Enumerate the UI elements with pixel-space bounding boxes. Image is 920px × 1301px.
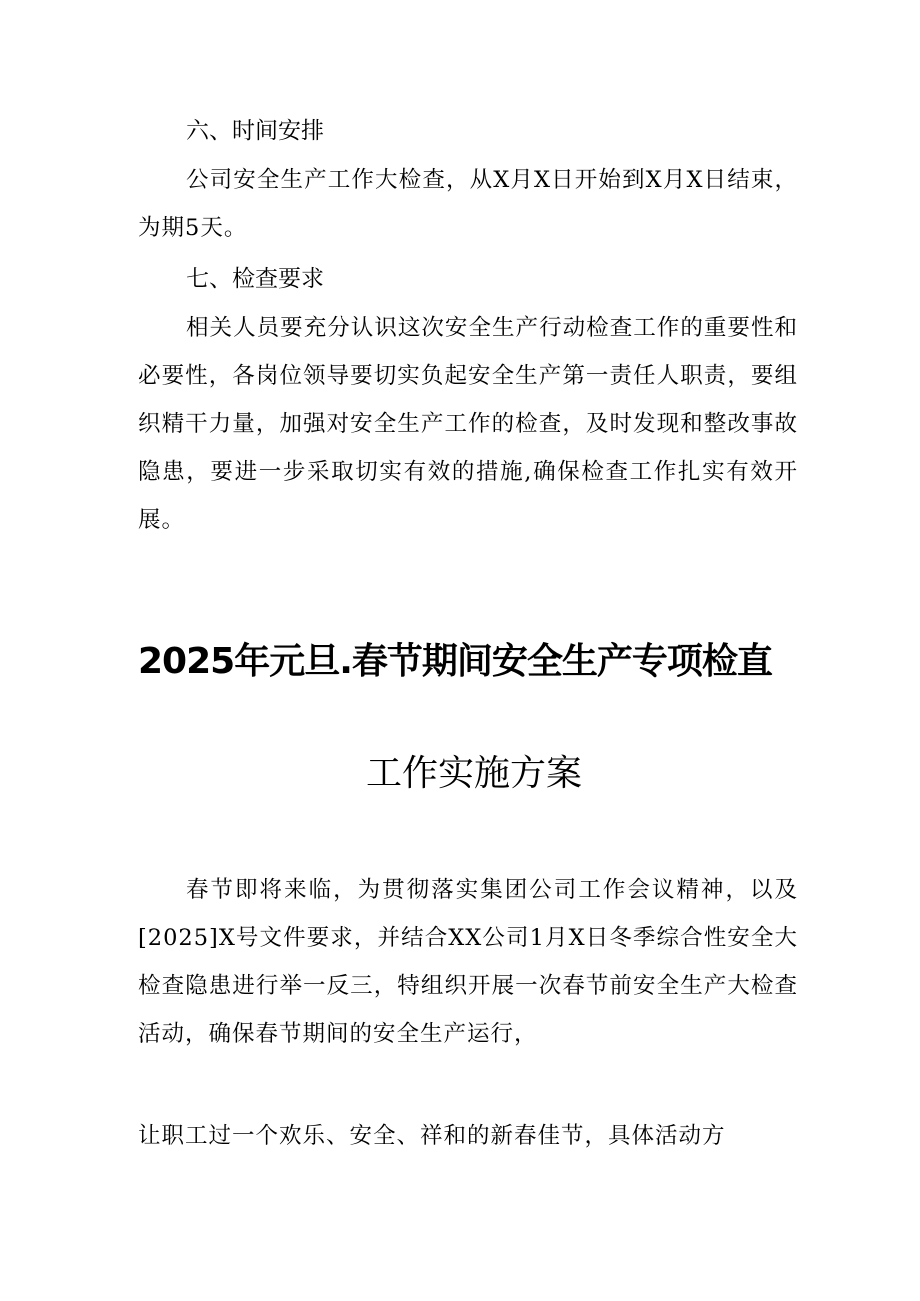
document-title-line-2: 工作实施方案 <box>366 753 583 794</box>
section-six-heading: 六、时间安排 <box>186 118 324 144</box>
section-six-body: 公司安全生产工作大检查，从X月X日开始到X月X日结束，为期5天。 <box>138 167 798 241</box>
section-seven-heading: 七、检查要求 <box>186 266 324 292</box>
document-title-line-1: 2025年元旦.春节期间安全生产专项检直 <box>138 641 772 682</box>
intro-paragraph: 春节即将来临，为贯彻落实集团公司工作会议精神，以及[2025]X号文件要求，并结合XX公司1月X日冬季综合性安全大检查隐患进行举一反三，特组织开展一次春节前安全生产大检查活动，确保春节期间的安全生产运行， <box>138 877 798 1047</box>
continuation-paragraph: 让职工过一个欢乐、安全、祥和的新春佳节，具体活动方 <box>138 1123 726 1149</box>
section-seven-body: 相关人员要充分认识这次安全生产行动检查工作的重要性和必要性，各岗位领导要切实负起安全生产第一责任人职责，要组织精干力量，加强对安全生产工作的检查，及时发现和整改事故隐患，要进一步采取切实有效的措施,确保检查工作扎实有效开展。 <box>138 315 798 533</box>
